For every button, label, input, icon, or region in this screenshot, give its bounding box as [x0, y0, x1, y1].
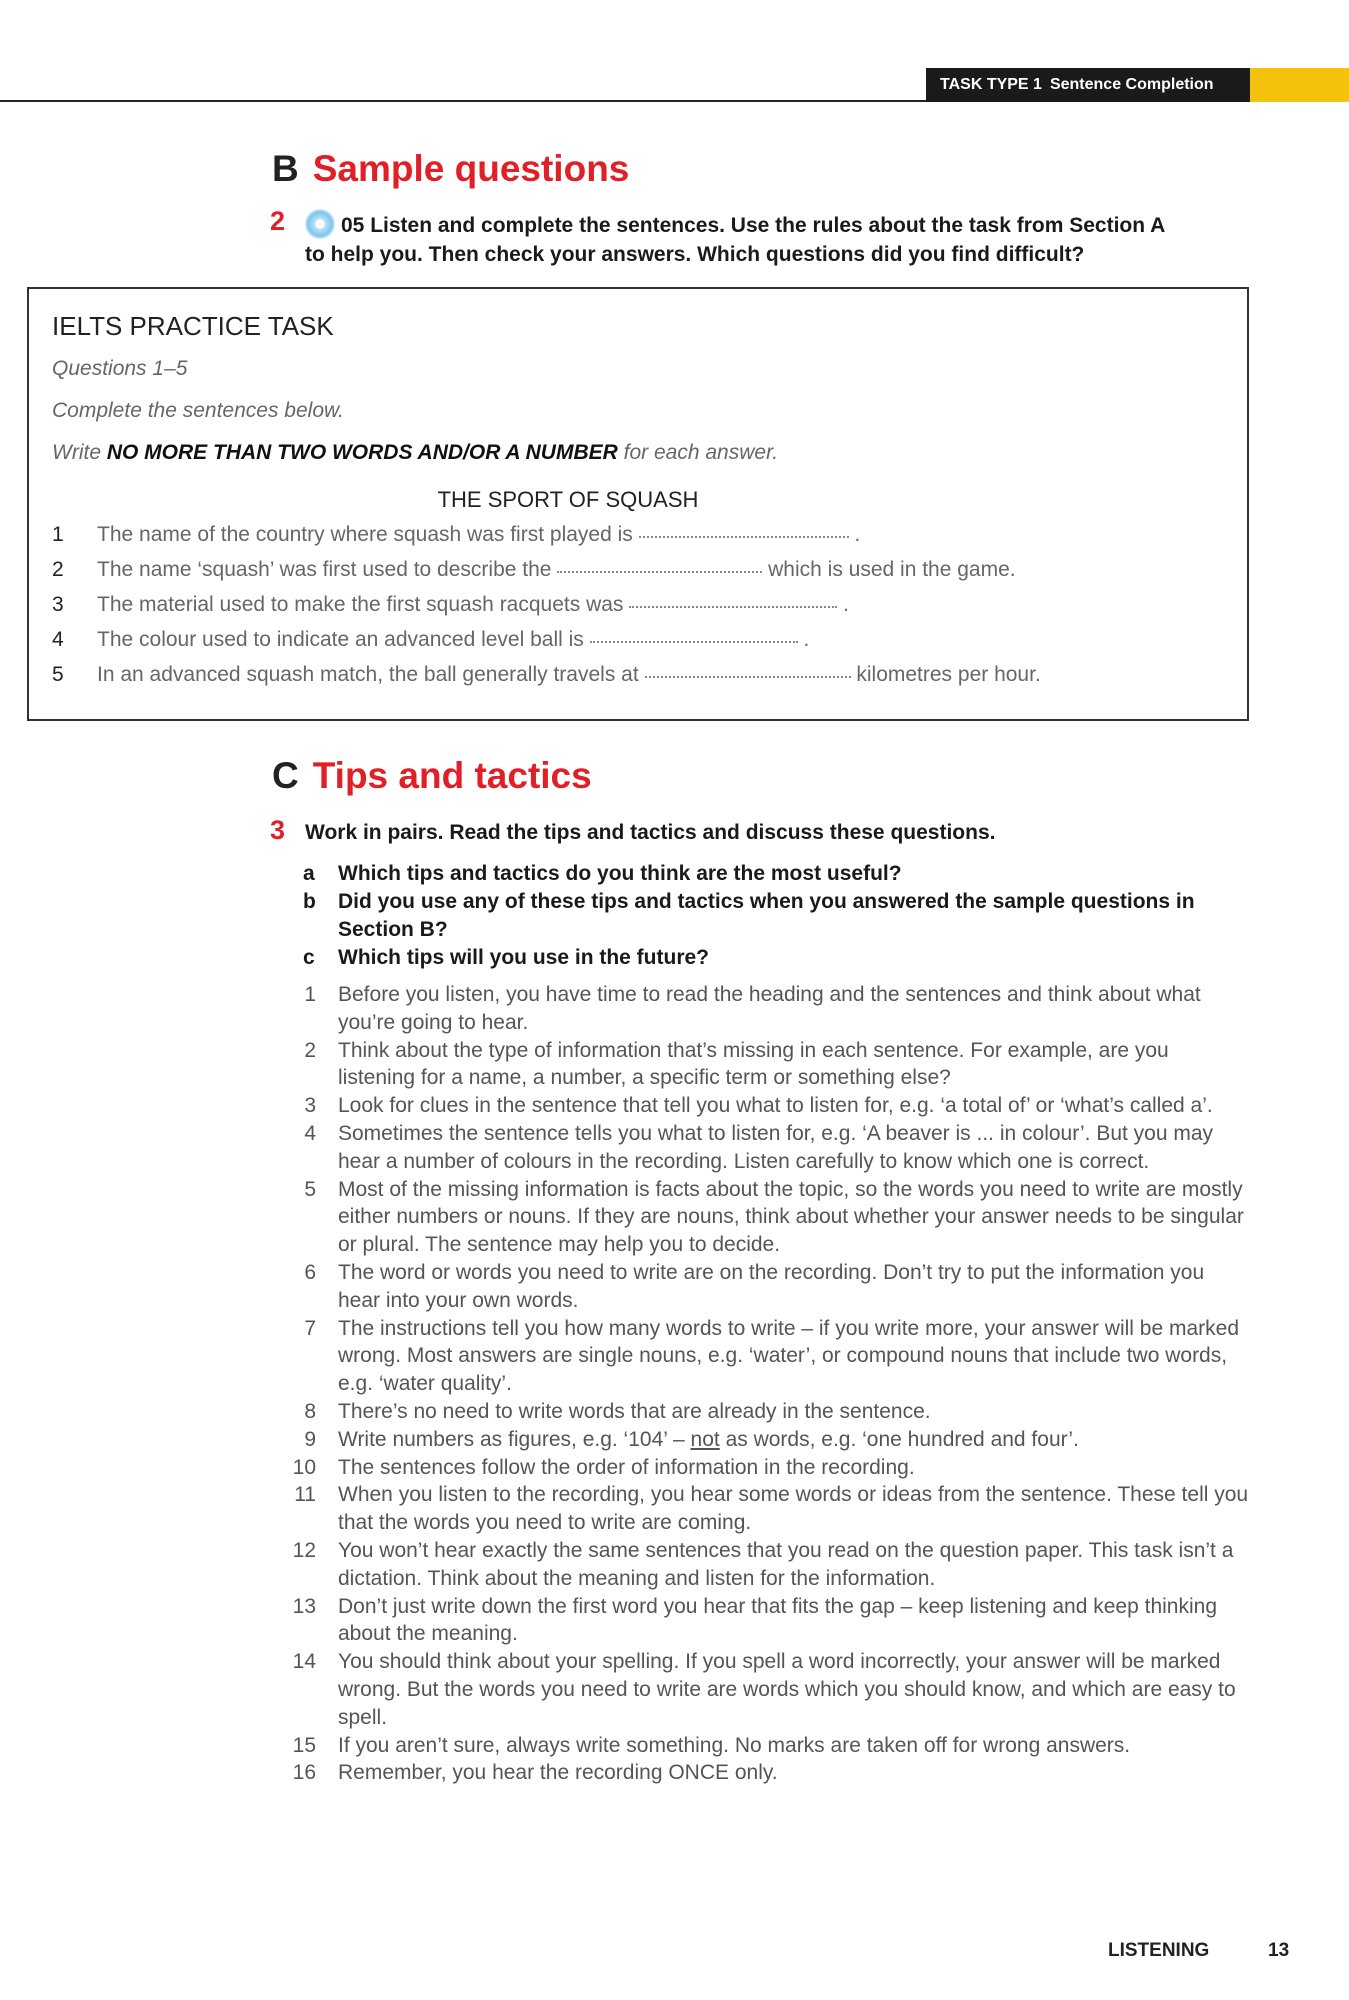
question-text-after: .	[854, 523, 861, 546]
list-item	[300, 888, 1260, 944]
list-item	[300, 944, 1260, 972]
questions-range: Questions 1–5	[52, 357, 188, 380]
tip-number: 1	[304, 983, 316, 1006]
tip-number: 9	[304, 1427, 316, 1451]
list-item	[290, 1648, 1250, 1731]
track-number: 05	[341, 214, 365, 237]
tip-number: 7	[304, 1316, 316, 1340]
tips-list	[290, 981, 1250, 1787]
tip-text: There’s no need to write words that are already in the sentence.	[338, 1399, 931, 1423]
tip-text-after: as words, e.g. ‘one hundred and four’.	[725, 1427, 1079, 1451]
question-text-after: .	[803, 628, 810, 651]
question-row	[52, 625, 809, 655]
tip-text: The sentences follow the order of information in the recording.	[338, 1455, 915, 1479]
tip-number: 3	[304, 1094, 316, 1118]
list-item	[290, 1593, 1250, 1649]
discussion-questions	[300, 860, 1260, 972]
list-item	[290, 1176, 1250, 1259]
ielts-practice-task-box	[27, 287, 1249, 721]
list-item	[290, 1481, 1250, 1537]
tip-text: When you listen to the recording, you hear some words or ideas from the sentence. These tell you that the words you need to write are coming.	[338, 1483, 1249, 1535]
exercise-2-instruction	[270, 206, 1250, 269]
answer-gap[interactable]	[590, 625, 798, 643]
answer-gap[interactable]	[639, 520, 849, 538]
tip-number: 2	[304, 1038, 316, 1062]
instruction-text: Work in pairs. Read the tips and tactics and discuss these questions.	[305, 821, 996, 844]
tip-number: 6	[304, 1260, 316, 1284]
instruction-line-1: Listen and complete the sentences. Use the rules about the task from Section A	[370, 214, 1166, 237]
list-item	[290, 1454, 1250, 1482]
question-text: The name of the country where squash was first played is	[97, 523, 633, 546]
question-letter: a	[303, 862, 315, 885]
question-letter: b	[303, 890, 316, 913]
tip-text: Think about the type of information that’s missing in each sentence. For example, are you listening for a name, a number, a specific term or something else?	[338, 1038, 1169, 1090]
question-text: The name ‘squash’ was first used to describe the	[97, 558, 552, 581]
list-item	[290, 1759, 1250, 1787]
tip-text-underlined: not	[690, 1427, 720, 1451]
question-text: The colour used to indicate an advanced level ball is	[97, 628, 584, 651]
list-item	[290, 1120, 1250, 1176]
tip-text: You won’t hear exactly the same sentences that you read on the question paper. This task isn’t a dictation. Think about the meaning and listen for the information.	[338, 1538, 1234, 1590]
instruction-line-2: to help you. Then check your answers. Which questions did you find difficult?	[305, 243, 1085, 266]
answer-gap[interactable]	[557, 555, 762, 573]
tip-text: Before you listen, you have time to read the heading and the sentences and think about what you’re going to hear.	[338, 983, 1201, 1034]
task-type-banner	[926, 68, 1250, 102]
list-item	[290, 1732, 1250, 1760]
list-item	[290, 1092, 1250, 1120]
question-text-after: kilometres per hour.	[856, 663, 1041, 686]
section-letter: C	[272, 755, 299, 796]
question-number: 5	[52, 663, 64, 686]
tip-text: Remember, you hear the recording ONCE only.	[338, 1761, 778, 1785]
directions: Complete the sentences below.	[52, 399, 344, 422]
tip-text: The word or words you need to write are on the recording. Don’t try to put the information you hear into your own words.	[338, 1260, 1205, 1312]
list-item	[290, 1426, 1250, 1454]
list-item	[290, 1259, 1250, 1315]
audio-cd-icon	[305, 209, 335, 239]
section-title: Tips and tactics	[312, 755, 592, 796]
tip-text: If you aren’t sure, always write something. No marks are taken off for wrong answers.	[338, 1733, 1131, 1757]
question-text: The material used to make the first squash racquets was	[97, 593, 624, 616]
word-limit: NO MORE THAN TWO WORDS AND/OR A NUMBER	[106, 441, 618, 464]
tip-number: 16	[292, 1761, 316, 1785]
yellow-tab	[1250, 68, 1349, 102]
section-title: Sample questions	[312, 148, 630, 189]
question-row	[52, 520, 860, 550]
tip-text: The instructions tell you how many words to write – if you write more, your answer will be marked wrong. Most answers are single nouns, e.g. ‘water’, or compound nouns that include two words, e.g. ‘water quality’.	[338, 1316, 1240, 1396]
write-suffix: for each answer.	[623, 441, 779, 464]
tip-number: 11	[294, 1483, 316, 1507]
question-text: Did you use any of these tips and tactics when you answered the sample questions in Section B?	[338, 890, 1195, 941]
question-text: Which tips and tactics do you think are the most useful?	[338, 862, 902, 885]
word-limit-instruction	[52, 441, 778, 465]
task-type-label: TASK TYPE 1	[940, 76, 1042, 93]
exercise-3-instruction	[270, 815, 1250, 847]
tip-number: 12	[292, 1538, 316, 1562]
question-number: 4	[52, 628, 64, 651]
question-text-after: which is used in the game.	[768, 558, 1016, 581]
question-number: 3	[52, 593, 64, 616]
list-item	[290, 1037, 1250, 1093]
tip-number: 14	[292, 1650, 316, 1674]
section-letter: B	[272, 148, 299, 189]
question-row	[52, 590, 849, 620]
task-type-name: Sentence Completion	[1049, 76, 1214, 93]
footer-section-label: LISTENING	[1108, 1940, 1210, 1961]
question-text: In an advanced squash match, the ball generally travels at	[97, 663, 639, 686]
tip-text: Sometimes the sentence tells you what to listen for, e.g. ‘A beaver is ... in colour’. But you may hear a number of colours in the recording. Listen carefully to know which one is correct.	[338, 1121, 1214, 1173]
tip-text: Look for clues in the sentence that tell you what to listen for, e.g. ‘a total of’ or ‘what’s called a’.	[338, 1094, 1213, 1118]
answer-gap[interactable]	[645, 660, 851, 678]
question-text: Which tips will you use in the future?	[338, 946, 710, 969]
tip-number: 4	[304, 1121, 316, 1145]
question-row	[52, 660, 1041, 690]
question-number: 2	[52, 558, 64, 581]
tip-text-before: Write numbers as figures, e.g. ‘104’ –	[338, 1427, 685, 1451]
list-item	[290, 1315, 1250, 1398]
section-b-heading	[272, 148, 629, 190]
write-prefix: Write	[52, 441, 101, 464]
question-text-after: .	[843, 593, 849, 616]
question-number: 1	[52, 523, 64, 546]
tip-number: 15	[292, 1733, 316, 1757]
question-letter: c	[303, 946, 315, 969]
list-item	[290, 1398, 1250, 1426]
exercise-number: 3	[270, 815, 286, 845]
list-item	[290, 1537, 1250, 1593]
list-item	[300, 860, 1260, 888]
tip-number: 10	[292, 1455, 316, 1479]
tip-number: 5	[304, 1177, 316, 1201]
tip-number: 13	[292, 1594, 316, 1618]
tip-text: Don’t just write down the first word you hear that fits the gap – keep listening and keep thinking about the meaning.	[338, 1594, 1218, 1646]
task-heading: THE SPORT OF SQUASH	[437, 487, 699, 512]
section-c-heading	[272, 755, 592, 797]
exercise-number: 2	[270, 206, 286, 236]
tip-text: You should think about your spelling. If you spell a word incorrectly, your answer will be marked wrong. But the words you need to write are words which you should know, and which are easy to spell.	[338, 1650, 1236, 1729]
tip-number: 8	[304, 1399, 316, 1423]
answer-gap[interactable]	[629, 590, 837, 608]
question-row	[52, 555, 1016, 585]
tip-text: Most of the missing information is facts about the topic, so the words you need to write are mostly either numbers or nouns. If they are nouns, think about whether your answer needs to be singular or plural. The sentence may help you to decide.	[338, 1177, 1244, 1257]
page-number: 13	[1268, 1940, 1290, 1961]
practice-task-title: IELTS PRACTICE TASK	[52, 311, 334, 341]
list-item	[290, 981, 1250, 1037]
